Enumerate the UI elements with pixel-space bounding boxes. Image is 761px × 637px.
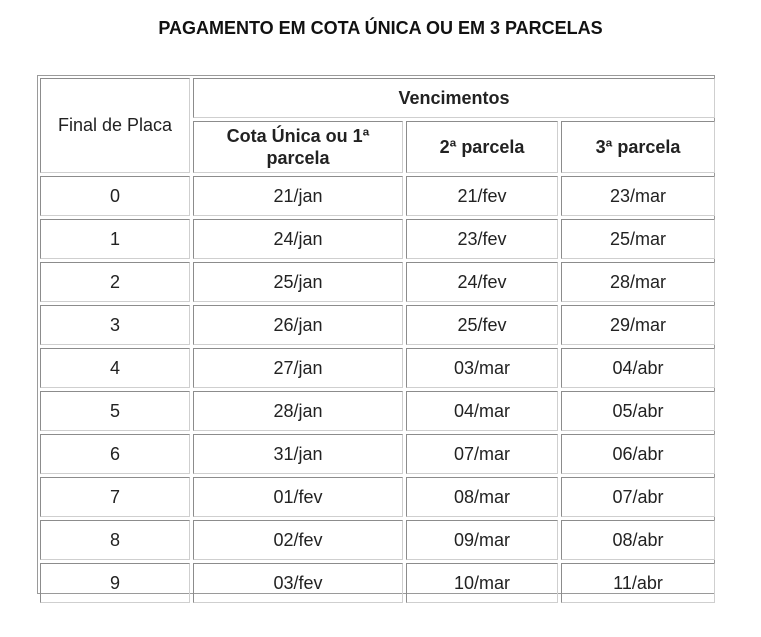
plate-cell: 1 [40, 219, 190, 259]
first-installment-cell: 27/jan [193, 348, 403, 388]
table-row [40, 391, 715, 431]
second-installment-cell: 24/fev [406, 262, 558, 302]
table-row [40, 348, 715, 388]
first-installment-cell: 31/jan [193, 434, 403, 474]
plate-final-header: Final de Placa [40, 78, 190, 173]
second-installment-cell: 09/mar [406, 520, 558, 560]
third-installment-cell: 25/mar [561, 219, 715, 259]
second-installment-cell: 23/fev [406, 219, 558, 259]
third-installment-cell: 06/abr [561, 434, 715, 474]
plate-cell: 8 [40, 520, 190, 560]
plate-cell: 7 [40, 477, 190, 517]
third-installment-cell: 29/mar [561, 305, 715, 345]
header-row-group [40, 78, 715, 118]
table-row [40, 219, 715, 259]
table-row [40, 176, 715, 216]
third-installment-cell: 07/abr [561, 477, 715, 517]
first-installment-cell: 28/jan [193, 391, 403, 431]
third-installment-cell: 08/abr [561, 520, 715, 560]
first-installment-cell: 26/jan [193, 305, 403, 345]
second-installment-cell: 04/mar [406, 391, 558, 431]
plate-cell: 0 [40, 176, 190, 216]
third-installment-cell: 23/mar [561, 176, 715, 216]
second-installment-cell: 25/fev [406, 305, 558, 345]
plate-cell: 9 [40, 563, 190, 603]
second-installment-cell: 07/mar [406, 434, 558, 474]
table-row [40, 520, 715, 560]
plate-cell: 2 [40, 262, 190, 302]
third-installment-cell: 11/abr [561, 563, 715, 603]
third-installment-cell: 28/mar [561, 262, 715, 302]
table-row [40, 477, 715, 517]
table-row [40, 434, 715, 474]
first-installment-cell: 24/jan [193, 219, 403, 259]
page-title: PAGAMENTO EM COTA ÚNICA OU EM 3 PARCELAS [158, 18, 603, 38]
second-installment-cell: 10/mar [406, 563, 558, 603]
column-header-first-installment: Cota Única ou 1ª parcela [193, 121, 403, 173]
first-installment-cell: 21/jan [193, 176, 403, 216]
first-installment-cell: 03/fev [193, 563, 403, 603]
plate-cell: 5 [40, 391, 190, 431]
third-installment-cell: 04/abr [561, 348, 715, 388]
table-row [40, 563, 715, 603]
first-installment-cell: 01/fev [193, 477, 403, 517]
column-header-second-installment: 2ª parcela [406, 121, 558, 173]
second-installment-cell: 08/mar [406, 477, 558, 517]
first-installment-cell: 02/fev [193, 520, 403, 560]
column-header-third-installment: 3ª parcela [561, 121, 715, 173]
vencimentos-header: Vencimentos [193, 78, 715, 118]
second-installment-cell: 21/fev [406, 176, 558, 216]
plate-cell: 6 [40, 434, 190, 474]
payment-schedule-table [37, 75, 718, 606]
third-installment-cell: 05/abr [561, 391, 715, 431]
first-installment-cell: 25/jan [193, 262, 403, 302]
second-installment-cell: 03/mar [406, 348, 558, 388]
table-row [40, 305, 715, 345]
plate-cell: 4 [40, 348, 190, 388]
table-row [40, 262, 715, 302]
plate-cell: 3 [40, 305, 190, 345]
